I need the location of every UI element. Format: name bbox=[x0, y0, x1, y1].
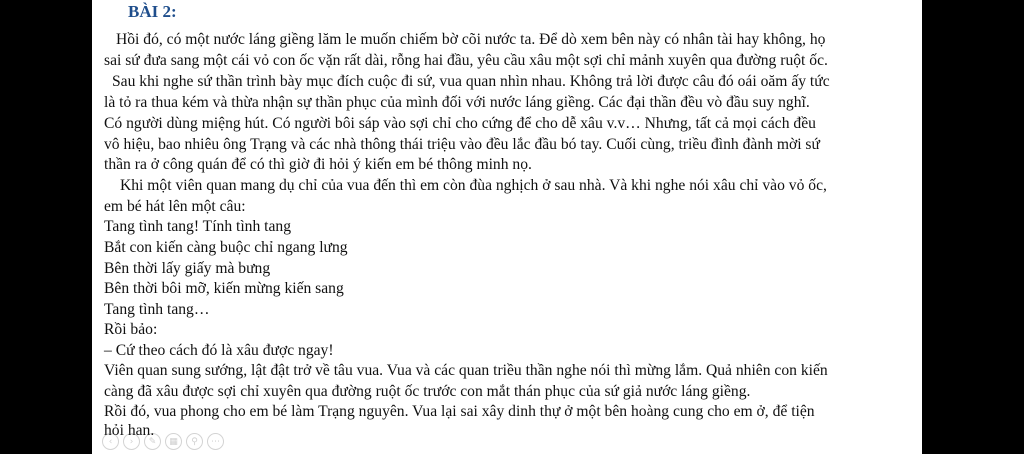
paragraph-line: vô hiệu, bao nhiêu ông Trạng và các nhà thông thái triệu vào đều lắc đầu bó tay. Cuối cùng, triều đình đành mời sứ bbox=[104, 136, 820, 153]
next-icon[interactable]: › bbox=[123, 433, 140, 450]
paragraph-line: Hồi đó, có một nước láng giềng lăm le muốn chiếm bờ cõi nước ta. Để dò xem bên này có nhân tài hay không, họ bbox=[116, 31, 826, 48]
paragraph-line: Khi một viên quan mang dụ chỉ của vua đến thì em còn đùa nghịch ở sau nhà. Và khi nghe nói xâu chỉ vào vỏ ốc, bbox=[120, 177, 827, 194]
poem-line: Tang tình tang! Tính tình tang bbox=[104, 218, 292, 235]
poem-line: Tang tình tang… bbox=[104, 301, 210, 318]
paragraph-line: em bé hát lên một câu: bbox=[104, 198, 246, 215]
paragraph-line: là tỏ ra thua kém và thừa nhận sự thần phục của mình đối với nước láng giềng. Các đại thần đều vò đầu suy nghĩ. bbox=[104, 94, 810, 111]
paragraph-line: càng đã xâu được sợi chỉ xuyên qua đường ruột ốc trước con mắt thán phục của sứ giả nước láng giềng. bbox=[104, 383, 751, 400]
paragraph-line: Có người dùng miệng hút. Có người bôi sáp vào sợi chỉ cho cứng để cho dễ xâu v.v… Nhưng, tất cả mọi cách đều bbox=[104, 115, 816, 132]
more-icon[interactable]: ⋯ bbox=[207, 433, 224, 450]
paragraph-line: sai sứ đưa sang một cái vỏ con ốc vặn rất dài, rỗng hai đầu, yêu cầu xâu một sợi chỉ mảnh xuyên qua đường ruột ốc. bbox=[104, 52, 828, 69]
poem-line: Bên thời lấy giấy mà bưng bbox=[104, 260, 271, 277]
paragraph-line: Viên quan sung sướng, lật đật trở về tâu vua. Vua và các quan triều thần nghe nói thì mừng lắm. Quả nhiên con kiến bbox=[104, 362, 828, 379]
paragraph-line: thần ra ở công quán để có thì giờ đi hỏi ý kiến em bé thông minh nọ. bbox=[104, 156, 532, 173]
slides-icon[interactable]: ▦ bbox=[165, 433, 182, 450]
lesson-title: BÀI 2: bbox=[128, 2, 177, 21]
poem-line: Bên thời bôi mỡ, kiến mừng kiến sang bbox=[104, 280, 344, 297]
paragraph-line: hỏi han. bbox=[104, 422, 155, 439]
previous-icon[interactable]: ‹ bbox=[102, 433, 119, 450]
paragraph-line: Rồi bảo: bbox=[104, 321, 158, 338]
pen-icon[interactable]: ✎ bbox=[144, 433, 161, 450]
slide-page bbox=[92, 0, 922, 454]
paragraph-line: Sau khi nghe sứ thần trình bày mục đích cuộc đi sứ, vua quan nhìn nhau. Không trả lời được câu đó oái oăm ấy tức bbox=[112, 73, 830, 90]
zoom-icon[interactable]: ⚲ bbox=[186, 433, 203, 450]
slideshow-controls bbox=[102, 433, 224, 453]
dialogue-line: – Cứ theo cách đó là xâu được ngay! bbox=[104, 342, 334, 359]
poem-line: Bắt con kiến càng buộc chỉ ngang lưng bbox=[104, 239, 348, 256]
paragraph-line: Rồi đó, vua phong cho em bé làm Trạng nguyên. Vua lại sai xây dinh thự ở một bên hoàng cung cho em ở, để tiện bbox=[104, 403, 815, 420]
